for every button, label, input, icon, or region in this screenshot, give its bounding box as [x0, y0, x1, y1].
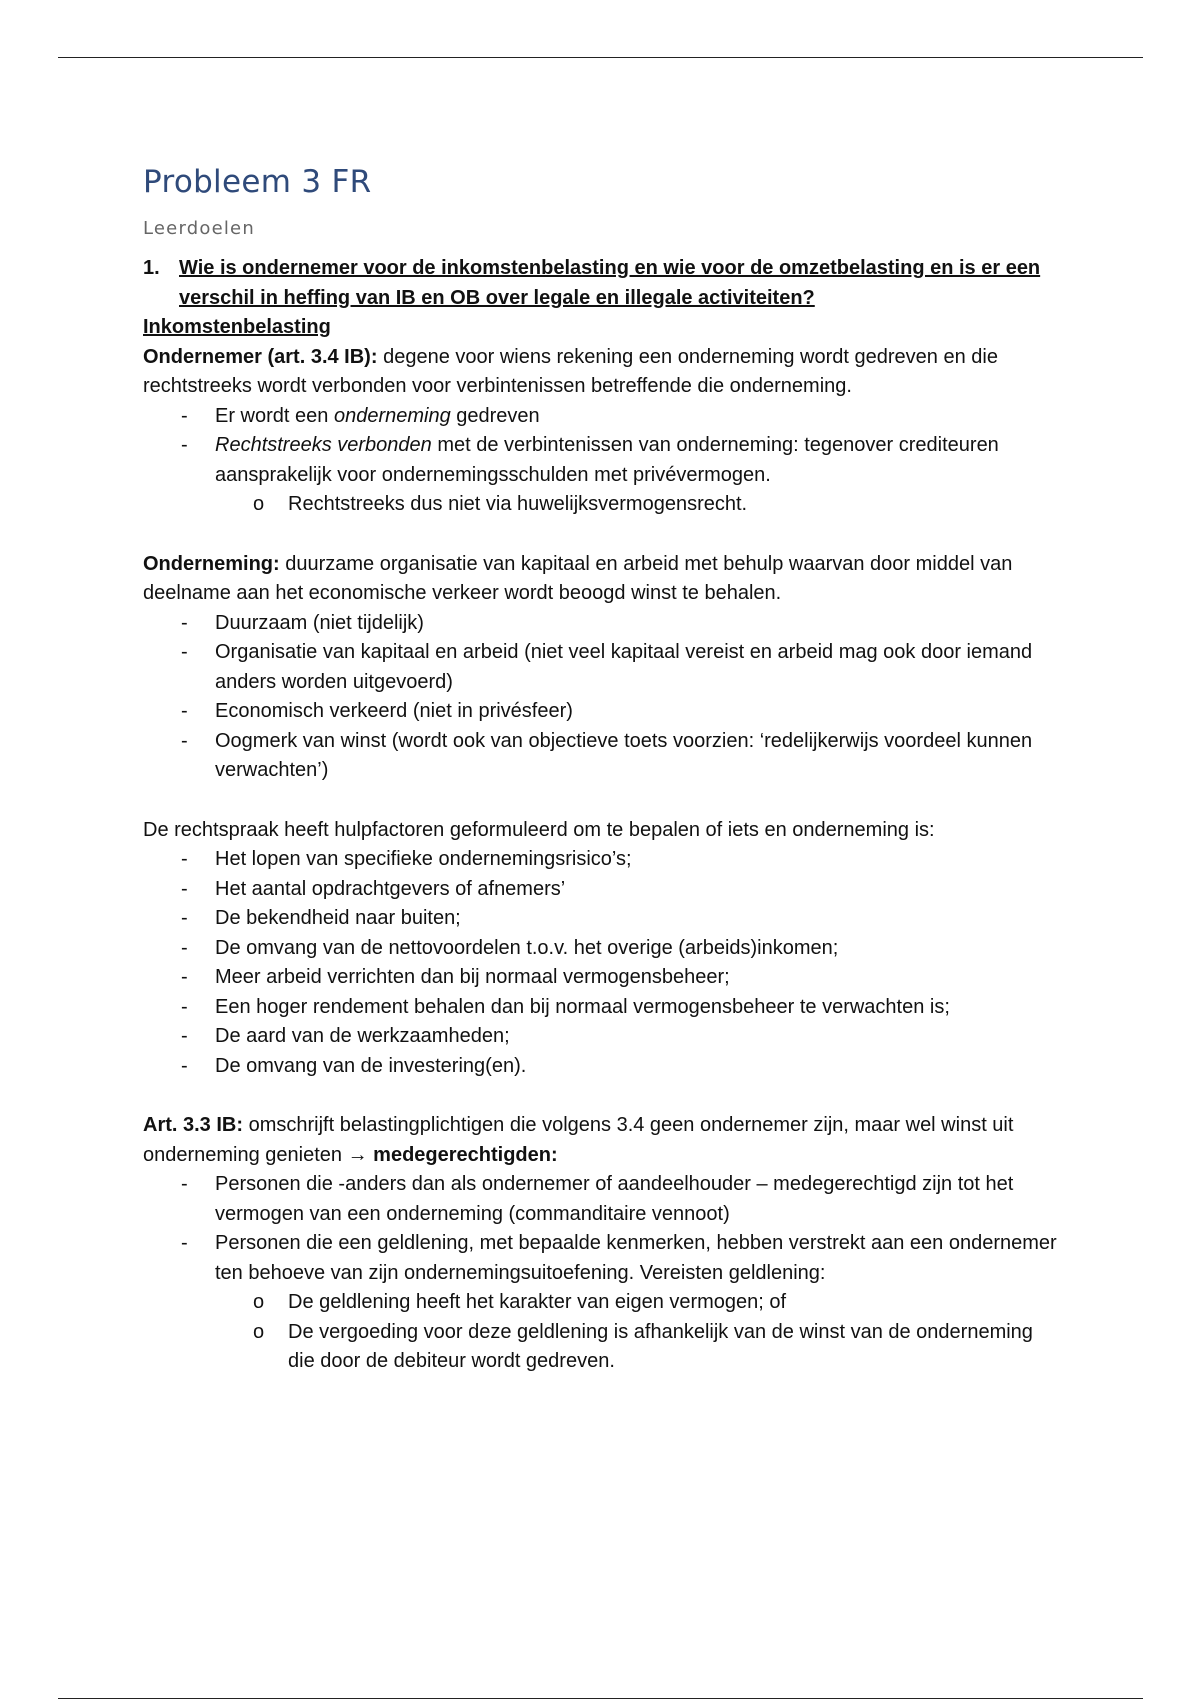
- question-number: 1.: [143, 257, 160, 279]
- section-heading-ib: Inkomstenbelasting: [143, 316, 331, 338]
- definition-text: degene voor wiens rekening een onderneming wordt gedreven en die rechtstreeks wordt verbonden voor verbintenissen betreffende die onderneming.: [143, 345, 998, 397]
- definition-onderneming: Onderneming: duurzame organisatie van kapitaal en arbeid met behulp waarvan door middel van deelname aan het economische verkeer wordt beoogd winst te behalen.: [143, 552, 1013, 604]
- list-item: - De aard van de werkzaamheden;: [181, 1025, 510, 1047]
- list-item: - De bekendheid naar buiten;: [181, 907, 461, 929]
- question-text: Wie is ondernemer voor de inkomstenbelasting en wie voor de omzetbelasting en is er een verschil in heffing van IB en OB over legale en illegale activiteiten?: [179, 257, 1041, 309]
- list-item: - Meer arbeid verrichten dan bij normaal vermogensbeheer;: [181, 966, 730, 988]
- list-item: - De omvang van de investering(en).: [181, 1054, 527, 1077]
- list-item: - Een hoger rendement behalen dan bij normaal vermogensbeheer te verwachten is;: [181, 995, 950, 1018]
- list-item: - Het lopen van specifieke ondernemingsrisico’s;: [181, 848, 632, 870]
- list-item: - Economisch verkeerd (niet in privésfeer): [181, 700, 573, 722]
- list-item: - Rechtstreeks verbonden met de verbintenissen van onderneming: tegenover crediteuren aansprakelijk voor ondernemingsschulden met privévermogen.: [181, 434, 999, 486]
- list-item: - Organisatie van kapitaal en arbeid (niet veel kapitaal vereist en arbeid mag ook door iemand anders worden uitgevoerd): [181, 641, 1033, 693]
- document-body: [143, 160, 1063, 1377]
- list-item: - De omvang van de nettovoordelen t.o.v. het overige (arbeids)inkomen;: [181, 936, 839, 959]
- sub-list-item: o Rechtstreeks dus niet via huwelijksvermogensrecht.: [253, 493, 748, 515]
- sub-list-item: o De vergoeding voor deze geldlening is afhankelijk van de winst van de onderneming die door de debiteur wordt gedreven.: [253, 1320, 1033, 1372]
- arrow-icon: →: [347, 1143, 368, 1166]
- rechtspraak-list: [143, 845, 1063, 1081]
- footer-rule: [58, 1698, 1143, 1699]
- art33-list: [143, 1170, 1063, 1377]
- definition-art33: Art. 3.3 IB: omschrijft belastingplichtigen die volgens 3.4 geen ondernemer zijn, maar wel winst uit onderneming genieten → medegerechtigden:: [143, 1114, 1014, 1166]
- subtitle: Leerdoelen: [143, 218, 255, 239]
- list-item: - Oogmerk van winst (wordt ook van objectieve toets voorzien: ‘redelijkerwijs voordeel kunnen verwachten’): [181, 729, 1033, 781]
- onderneming-list: [143, 609, 1063, 786]
- question-1: [143, 254, 1063, 313]
- list-item: - Het aantal opdrachtgevers of afnemers’: [181, 877, 566, 900]
- list-item: - Personen die -anders dan als ondernemer of aandeelhouder – medegerechtigd zijn tot het vermogen van een onderneming (commanditaire vennoot): [181, 1173, 1014, 1225]
- page-title: Probleem 3 FR: [143, 164, 372, 200]
- list-item: - Er wordt een onderneming gedreven: [181, 404, 540, 427]
- header-rule: [58, 57, 1143, 58]
- sub-list-item: o De geldlening heeft het karakter van eigen vermogen; of: [253, 1291, 787, 1313]
- list-item: - Personen die een geldlening, met bepaalde kenmerken, hebben verstrekt aan een ondernemer ten behoeve van zijn ondernemingsuitoefening. Vereisten geldlening:: [181, 1232, 1057, 1284]
- definition-label: Ondernemer (art. 3.4 IB):: [143, 345, 378, 368]
- rechtspraak-intro: De rechtspraak heeft hulpfactoren geformuleerd om te bepalen of iets en onderneming is:: [143, 818, 935, 841]
- list-item: - Duurzaam (niet tijdelijk): [181, 611, 424, 634]
- definition-ondernemer: [143, 343, 1063, 402]
